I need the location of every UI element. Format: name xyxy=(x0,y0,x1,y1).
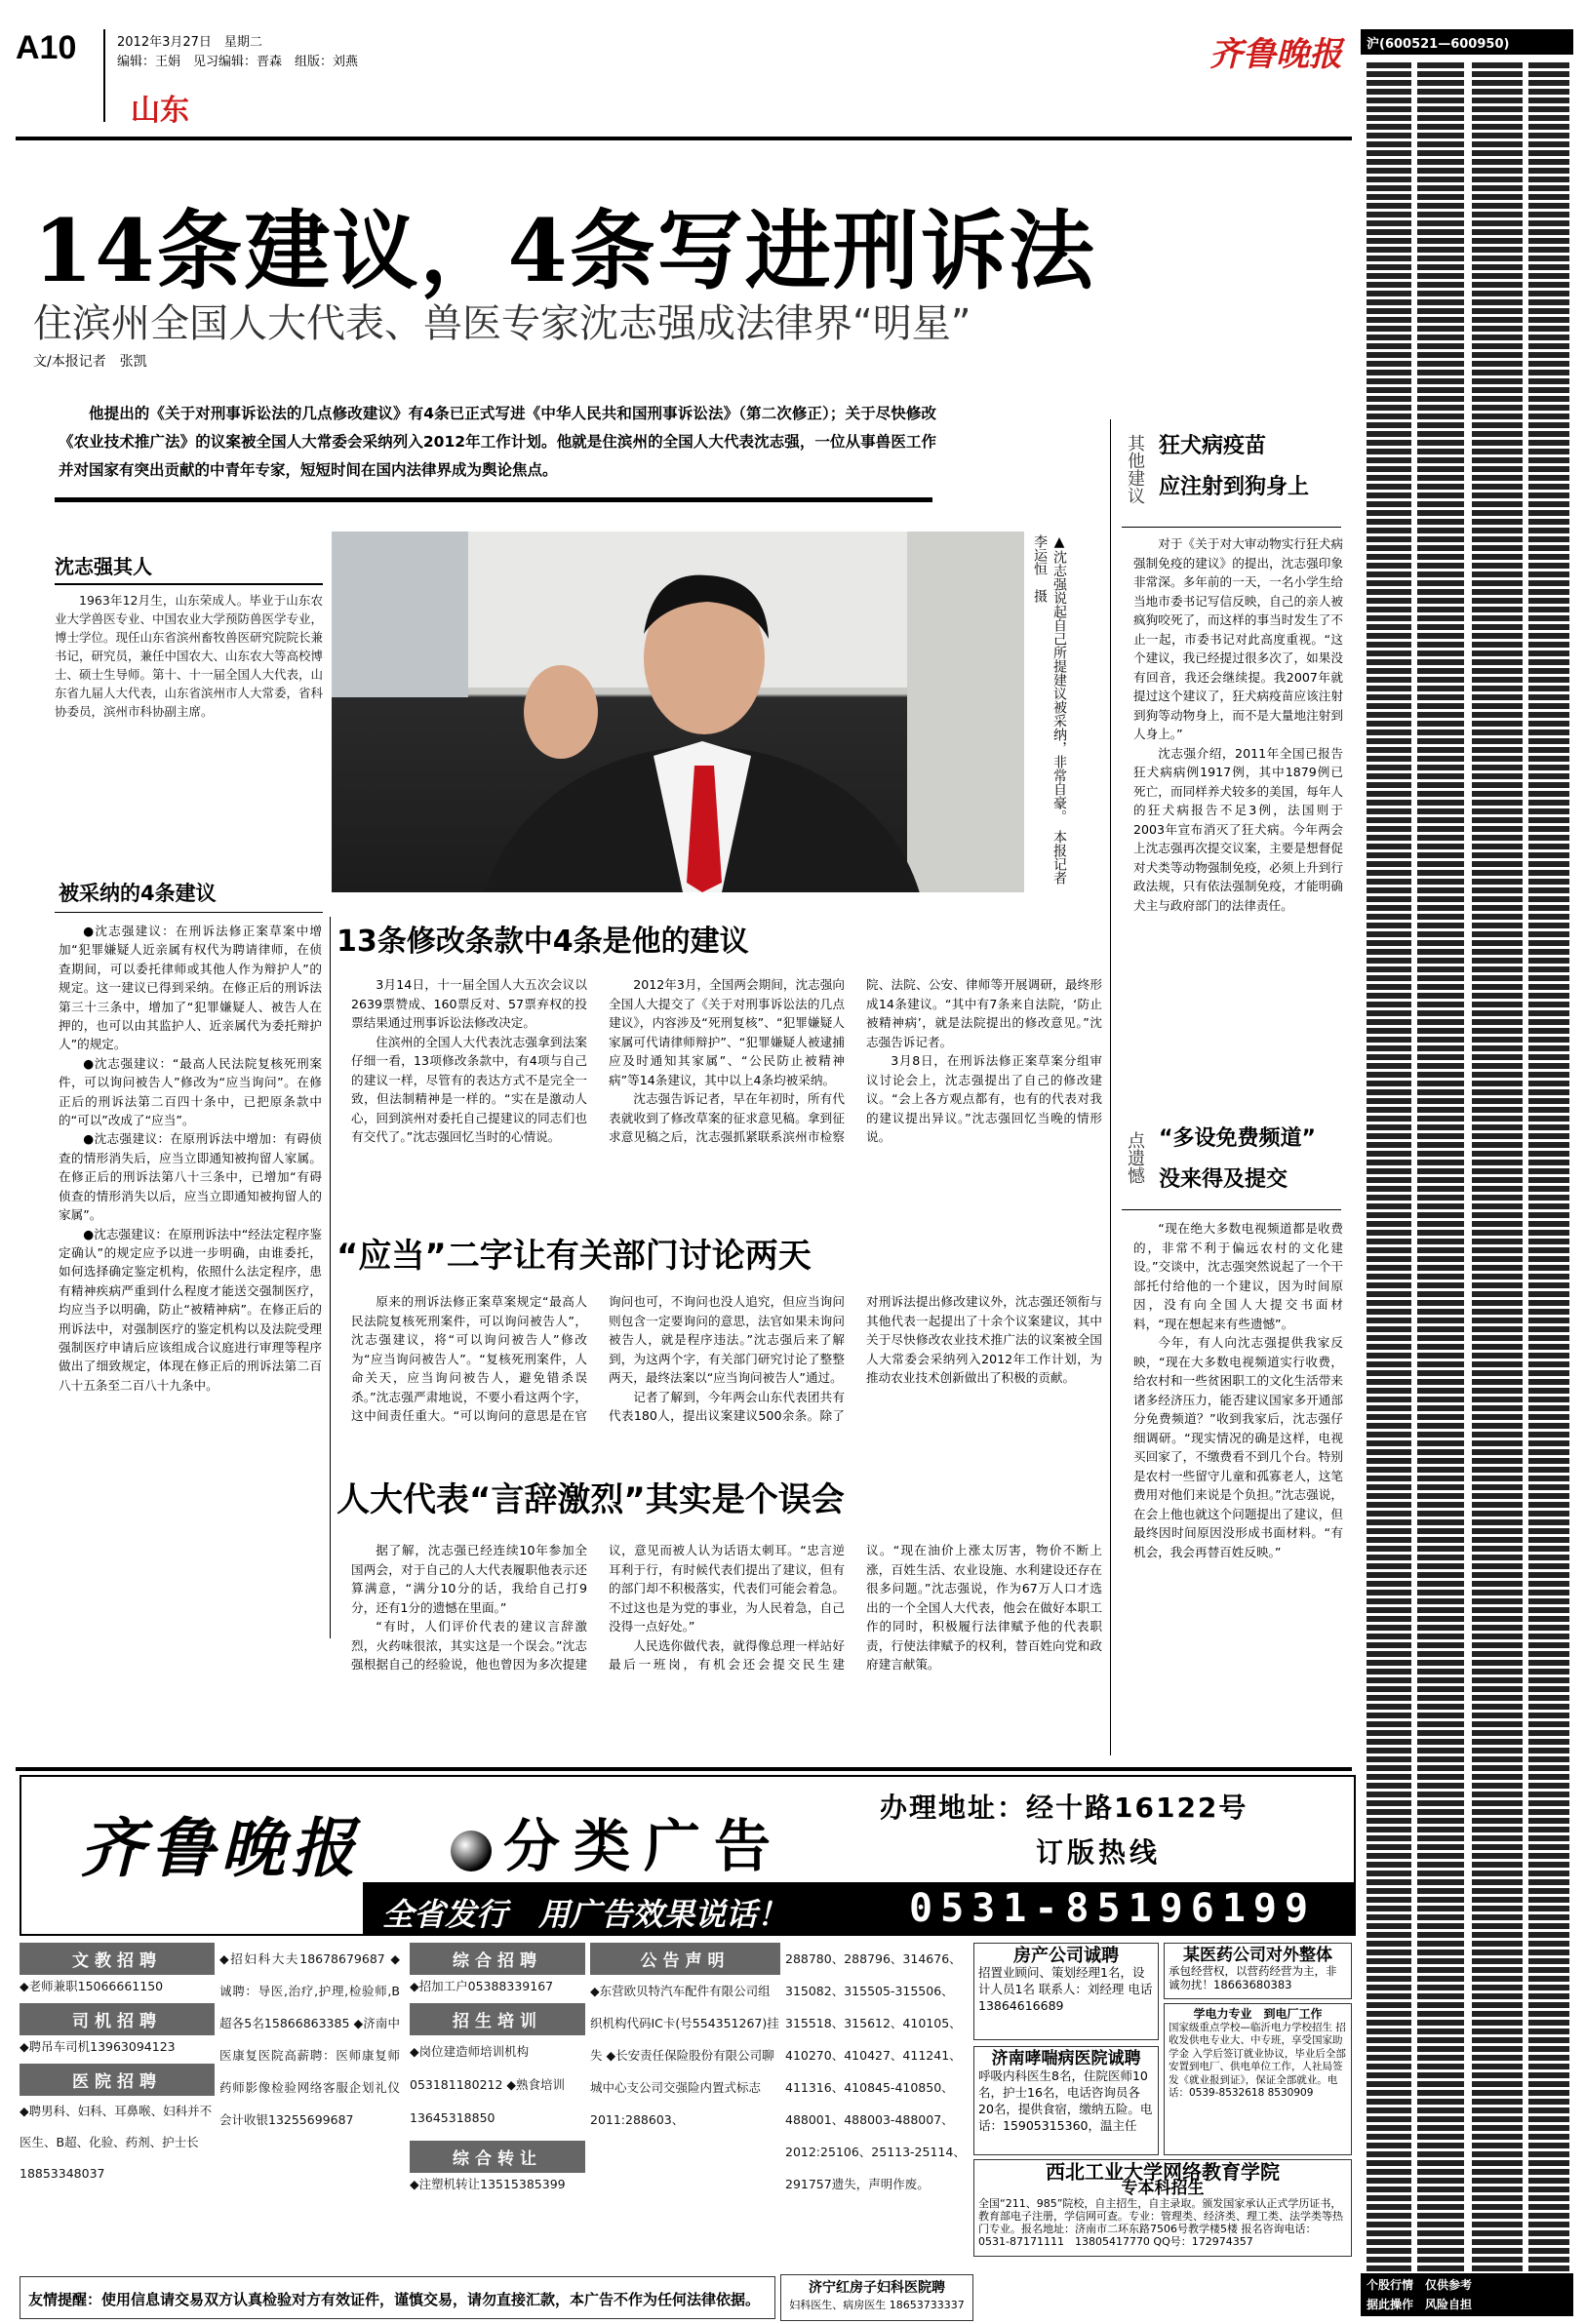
adopted-title: 被采纳的4条建议 xyxy=(59,882,217,905)
editors-line: 编辑：王娟 见习编辑：晋森 组版：刘燕 xyxy=(117,55,359,69)
sidebar2-paragraph: “现在绝大多数电视频道都是收费的，非常不利于偏远农村的文化建设。”交谈中，沈志强突然说起了一个干部托付给他的一个建议，因为时间原因，没有向全国人大提交书面材料，“现在想起来有些遗憾”。 xyxy=(1133,1221,1343,1331)
adopted-item: ●沈志强建议：在原刑诉法中“经法定程序鉴定确认”的规定应予以进一步明确，由谁委托，如何选择确定鉴定机构，依照什么法定程序，患有精神疾病严重到什么程度才能送交强制医疗，均应当予以明确，防止“被精神病”。在修正后的刑诉法中，对强制医疗的鉴定机构以及法院受理强制医疗申请后应该组成合议庭进行审理等程序做出了细致规定，体现在修正后的刑诉法第二百八十五条至二百八十九条中。 xyxy=(59,1226,322,1393)
section1-paragraph: 3月8日，在刑诉法修正案草案分组审议讨论会上，沈志强提出了自己的修改建议。“会上各方观点都有，也有的代表对我的建议提出异议。”沈志强回忆当晚的情形说。 xyxy=(866,1053,1102,1144)
ad-category: 综合招聘 xyxy=(410,1943,585,1975)
ad-entry: ◆招加工户05388339167 xyxy=(410,1979,554,1993)
ads-col3 xyxy=(410,1943,585,2265)
ad-box xyxy=(1164,1943,1352,1999)
ad-box-title: 济南哮喘病医院诚聘 xyxy=(991,2049,1141,2068)
ad-box-title: 学电力专业 到电厂工作 xyxy=(1193,2007,1323,2021)
portrait-illustration xyxy=(332,532,1024,892)
sidebar2-body xyxy=(1133,1219,1343,1765)
ad-category: 公告声明 xyxy=(590,1943,780,1975)
subheadline: 住滨州全国人大代表、兽医专家沈志强成法律界“明星” xyxy=(33,301,971,346)
ads-col1 xyxy=(20,1943,215,2265)
ads-right xyxy=(973,1943,1352,2274)
ad-banner xyxy=(20,1775,1356,1936)
sidebar2-paragraph: 今年，有人向沈志强提供我家反映，“现在大多数电视频道实行收费，给农村和一些贫困职工的文化生活带来诸多经济压力，能否建议国家多开通部分免费频道？”收到我家后，沈志强仔细调研。“现实情况的确是这样，电视买回家了，不缴费看不到几个台。特别是农村一些留守儿童和孤寡老人，这笔费用对他们来说是个负担。”沈志强说，在会上他也就这个问题提出了建议，但最终因时间原因没形成书面材料。“有机会，我会再替百姓反映。” xyxy=(1133,1335,1343,1559)
ad-box xyxy=(973,2159,1352,2257)
stock-listing xyxy=(1361,29,1573,2316)
ad-entry: ◆老师兼职15066661150 xyxy=(20,1979,164,1993)
section1-paragraph: 3月14日，十一届全国人大五次会议以2639票赞成、160票反对、57票弃权的投票结果通过刑事诉讼法修改决定。 xyxy=(351,977,587,1030)
sidebar2-title-line1: “多设免费频道” xyxy=(1159,1126,1316,1151)
ad-box-text: 全国“211、985”院校，自主招生，自主录取。颁发国家承认正式学历证书，教育部电子注册，学信网可查。专业：管理类、经济类、理工类、法学类等热门专业。报名地址：济南市二环东路7506号教学楼5楼 报名咨询电话：0531-87171111 13805417770 QQ号：172974357 xyxy=(978,2197,1343,2248)
ad-hotline-label: 订版热线 xyxy=(1036,1836,1162,1869)
ad-entry: ◆东营欧贝特汽车配件有限公司组织机构代码IC卡(号554351267)挂失 ◆长安责任保险股份有限公司聊城中心支公司交强险内置式标志2011:288603、 xyxy=(590,1984,779,2127)
ad-box-title: 济宁红房子妇科医院聘 xyxy=(809,2280,945,2296)
ad-box-text: 妇科医生、病房医生 18653733337 xyxy=(789,2299,965,2311)
ad-box-title: 西北工业大学网络教育学院 xyxy=(1046,2160,1280,2184)
lead-paragraph: 他提出的《关于对刑事诉讼法的几点修改建议》有4条已正式写进《中华人民共和国刑事诉讼法》（第二次修正）；关于尽快修改《农业技术推广法》的议案被全国人大常委会采纳列入2012年工作计划。他就是住滨州的全国人大代表沈志强，一位从事兽医工作并对国家有突出贡献的中青年专家，短短时间在国内法律界成为舆论焦点。 xyxy=(59,405,936,479)
section3-paragraph: “有时，人们评价代表的建议言辞激烈，火药味很浓，其实这是一个误会。”沈志强根据自己的经验说，他也曾因为多次提建议，意见而被人认为话语太刺耳。“忠言逆耳利于行，有时候代表们提出了建议，但有的部门却不积极落实，代表们可能会着急。不过这也是为党的事业，为人民着急，自己没得一点好处。” xyxy=(351,1543,845,1672)
adopted-item: ●沈志强建议：在刑诉法修正案草案中增加“犯罪嫌疑人近亲属有权代为聘请律师，在侦查期间，可以委托律师或其他人作为辩护人”的规定。这一建议已得到采纳。在修正后的刑诉法第三十三条中，增加了“犯罪嫌疑人、被告人在押的，也可以由其监护人、近亲属代为委托辩护人”的规定。 xyxy=(59,924,322,1052)
profile-box xyxy=(55,551,323,814)
section3-paragraph: 人民选你做代表，就得像总理一样站好最后一班岗，有机会还会提交民生建议。“现在油价上涨太厉害，物价不断上涨，百姓生活、农业设施、水利建设还存在很多问题。”沈志强说，作为67万人口才选出的一个全国人大代表，他会在做好本职工作的同时，积极履行法律赋予他的代表职责，行使法律赋予的权利，替百姓向党和政府建言献策。 xyxy=(609,1543,1102,1672)
sidebar2-title-line2: 没来得及提交 xyxy=(1159,1167,1288,1192)
ad-entry: ◆聘吊车司机13963094123 xyxy=(20,2039,176,2054)
sidebar1-title-line1: 狂犬病疫苗 xyxy=(1159,434,1267,458)
ad-entry: ◆注塑机转让13515385399 xyxy=(410,2177,566,2191)
portrait-photo xyxy=(332,532,1024,892)
ad-warning: 友情提醒：使用信息请交易双方认真检验对方有效证件，谨慎交易，请勿直接汇款，本广告不作为任何法律依据。 xyxy=(20,2276,775,2319)
section3-heading: 人大代表“言辞激烈”其实是个误会 xyxy=(337,1480,845,1519)
byline: 文/本报记者 张凯 xyxy=(33,354,147,370)
section2-heading: “应当”二字让有关部门讨论两天 xyxy=(337,1237,812,1276)
sidebar1-paragraph: 对于《关于对大审动物实行狂犬病强制免疫的建议》的提出，沈志强印象非常深。多年前的一天，一名小学生给当地市委书记写信反映，自己的亲人被疯狗咬死了，而这样的事当时发生了不止一起，市委书记对此高度重视。“这个建议，我已经提过很多次了，如果没有回音，我还会继续提。我2007年就提过这个建议了，狂犬病疫苗应该注射到狗等动物身上，而不是大量地注射到人身上。” xyxy=(1133,536,1343,741)
ad-category: 医院招聘 xyxy=(20,2064,215,2096)
ad-banner-title xyxy=(451,1800,784,1882)
section2-paragraph: 原来的刑诉法修正案草案规定“最高人民法院复核死刑案件，可以询问被告人”，沈志强建议，将“可以询问被告人”修改为“应当询问被告人”。“复核死刑案件，人命关天，应当询问被告人，避免错杀误杀。”沈志强严肃地说，不要小看这两个字，这中间责任重大。“可以询问的意思是在官询问也可，不询问也没人追究，但应当询问则包含一定要询问的意思，法官如果未询问被告人，就是程序违法。”沈志强后来了解到，为这两个字，有关部门研究讨论了整整两天，最终法案以“应当询问被告人”通过。 xyxy=(351,1294,845,1423)
headline: 14条建议，4条写进刑诉法 xyxy=(33,200,1096,301)
ad-category: 文教招聘 xyxy=(20,1943,215,1975)
section1-heading: 13条修改条款中4条是他的建议 xyxy=(337,925,749,959)
sidebar1-body xyxy=(1133,534,1343,1100)
profile-text: 1963年12月生，山东荣成人。毕业于山东农业大学兽医专业、中国农业大学预防兽医学专业，博士学位。现任山东省滨州畜牧兽医研究院院长兼书记，研究员，兼任中国农大、山东农大等高校博士、硕士生导师。第十、十一届全国人大代表，山东省九届人大代表，山东省滨州市人大常委，省科协委员，滨州市科协副主席。 xyxy=(55,593,324,719)
sidebar1-paragraph: 沈志强介绍，2011年全国已报告狂犬病病例1917例，其中1879例已死亡，而同样养犬较多的美国，每年人的狂犬病报告不足3例，法国则于2003年宣布消灭了狂犬病。今年两会上沈志强再次提交议案，主要是想督促对犬类等动物强制免疫，必须上升到行政法规，只有依法强制免疫，才能明确犬主与政府部门的法律责任。 xyxy=(1133,745,1343,913)
ad-slogan: 全省发行 用广告效果说话！ xyxy=(382,1896,789,1933)
ad-phone: 0531-85196199 xyxy=(909,1886,1317,1931)
ad-box-text: 国家级重点学校—临沂电力学校招生 招收发供电专业大、中专班，享受国家助学金 入学后签订就业协议，毕业后全部安置到电厂、供电单位工作，人社局签发《就业报到证》，保证全部就业。电话：0539-8532618 8530909 xyxy=(1169,2021,1346,2099)
section1-paragraph: 沈志强告诉记者，早在年初时，所有代表就收到了修改草案的征求意见稿。拿到征求意见稿之后，沈志强抓紧联系滨州市检察院、法院、公安、律师等开展调研，最终形成14条建议。“其中有7条来自法院，‘防止被精神病’，就是法院提出的修改意见。”沈志强告诉记者。 xyxy=(609,977,1102,1144)
ad-dot-icon xyxy=(451,1831,492,1871)
ad-box-text: 承包经营权，以营药经营为主，非诚勿扰！18663680383 xyxy=(1169,1964,1337,1991)
adopted-item: ●沈志强建议：在原刑诉法中增加：有碍侦查的情形消失后，应当立即通知被拘留人家属。在修正后的刑诉法第八十三条中，已增加“有碍侦查的情形消失以后，应当立即通知被拘留人的家属”。 xyxy=(59,1131,322,1223)
sidebar1-title-line2: 应注射到狗身上 xyxy=(1159,475,1310,499)
ads-col2: ◆招妇科大夫18678679687 ◆诚聘：导医,治疗,护理,检验师,B超各5名15866863385 ◆济南中医康复医院高薪聘：医师康复师药师影像检验网络客服企划礼仪会计收银13255699687 xyxy=(219,1951,400,2127)
ad-banner-text: 分类广告 xyxy=(503,1813,785,1879)
stock-footer-line2: 据此操作 风险自担 xyxy=(1367,2298,1473,2311)
sidebar2-tag: 点遗憾 xyxy=(1125,1131,1145,1184)
adopted-item: ●沈志强建议：“最高人民法院复核死刑案件，可以询问被告人”修改为“应当询问”。在修正后的刑诉法第二百四十条中，已把原条款中的“可以”改成了“应当”。 xyxy=(59,1055,322,1128)
ads-col4 xyxy=(590,1943,780,2265)
adopted-list xyxy=(59,922,322,1395)
section2-paragraph: 记者了解到，今年两会山东代表团共有代表180人，提出议案建议500余条。除了对刑诉法提出修改建议外，沈志强还领衔与其他代表一起提出了十余个议案建议，其中关于尽快修改农业技术推广法的议案被全国人大常委会采纳列入2012年工作计划，为推动农业技术创新做出了积极的贡献。 xyxy=(609,1294,1102,1423)
profile-title: 沈志强其人 xyxy=(55,551,323,585)
ad-box-text: 招置业顾问、策划经理1名，设计人员1名 联系人：刘经理 电话13864616689 xyxy=(978,1965,1153,2013)
section1-paragraph: 2012年3月，全国两会期间，沈志强向全国人大提交了《关于对刑事诉讼法的几点建议》，内容涉及“死刑复核”、“犯罪嫌疑人家属可代请律师辩护”、“犯罪嫌疑人被逮捕应及时通知其家属”、“公民防止被精神病”等14条建议，其中以上4条均被采纳。 xyxy=(609,977,845,1087)
ads-col5: 288780、288796、314676、315082、315505-315506、315518、315612、410105、410270、410427、411241、411316、410845-410850、488001、488003-488007、2012:25106、25113-25114、291757遗失，声明作废。 xyxy=(785,1951,966,2191)
ad-box-title: 房产公司诚聘 xyxy=(1013,1946,1119,1966)
ad-category: 招生培训 xyxy=(410,2003,585,2035)
photo-caption: ▲沈志强说起自己所提建议被采纳，非常自豪。 本报记者 李运恒 摄 xyxy=(1032,534,1067,898)
ad-box-title: 某医药公司对外整体 xyxy=(1183,1946,1332,1965)
ad-slogan-bar xyxy=(363,1882,1354,1936)
date-line: 2012年3月27日 星期二 xyxy=(117,35,262,50)
ad-category: 综合转让 xyxy=(410,2141,585,2173)
section1-body xyxy=(351,975,1102,1268)
ad-box-text: 呼吸内科医生8名，住院医师10名，护士16名，电话咨询员各20名，提供食宿，缴纳五险。电话：15905315360，温主任 xyxy=(978,2068,1153,2133)
page-number: A10 xyxy=(16,29,77,66)
stock-title: 沪(600521—600950) xyxy=(1361,29,1573,55)
section3-paragraph: 据了解，沈志强已经连续10年参加全国两会，对于自己的人大代表履职他表示还算满意，“满分10分的话，我给自己打9分，还有1分的遗憾在里面。” xyxy=(351,1543,587,1615)
ad-box-subtitle: 专本科招生 xyxy=(1121,2179,1205,2198)
stock-footer xyxy=(1361,2273,1573,2316)
stock-rows xyxy=(1367,62,1569,2271)
section1-paragraph: 住滨州的全国人大代表沈志强拿到法案仔细一看，13项修改条款中，有4项与自己的建议一样，尽管有的表达方式不是完全一致，但法制精神是一样的。“实在是激动人心，回到滨州对委托自己提建议的同志们也有交代了。”沈志强回忆当时的心情说。 xyxy=(351,1034,587,1144)
ad-entry: ◆岗位建造师培训机构053181180212 ◆熟食培训13645318850 xyxy=(410,2044,566,2125)
ad-address: 办理地址：经十路16122号 xyxy=(880,1792,1248,1824)
sidebar1-tag: 其他建议 xyxy=(1125,434,1145,504)
section-label: 山东 xyxy=(131,94,189,128)
ad-logo: 齐鲁晚报 xyxy=(80,1810,361,1886)
ad-box xyxy=(1164,2003,1352,2155)
stock-footer-line1: 个股行情 仅供参考 xyxy=(1367,2278,1473,2292)
ad-entry: ◆聘男科、妇科、耳鼻喉、妇科并不医生、B超、化验、药剂、护士长18853348037 xyxy=(20,2104,213,2181)
ad-category: 司机招聘 xyxy=(20,2003,215,2035)
section3-body xyxy=(351,1541,1102,1760)
paper-logo: 齐鲁晚报 xyxy=(1209,35,1342,74)
ad-box-hospital xyxy=(780,2274,973,2321)
ad-box xyxy=(973,2046,1159,2155)
ad-box xyxy=(973,1943,1159,2040)
